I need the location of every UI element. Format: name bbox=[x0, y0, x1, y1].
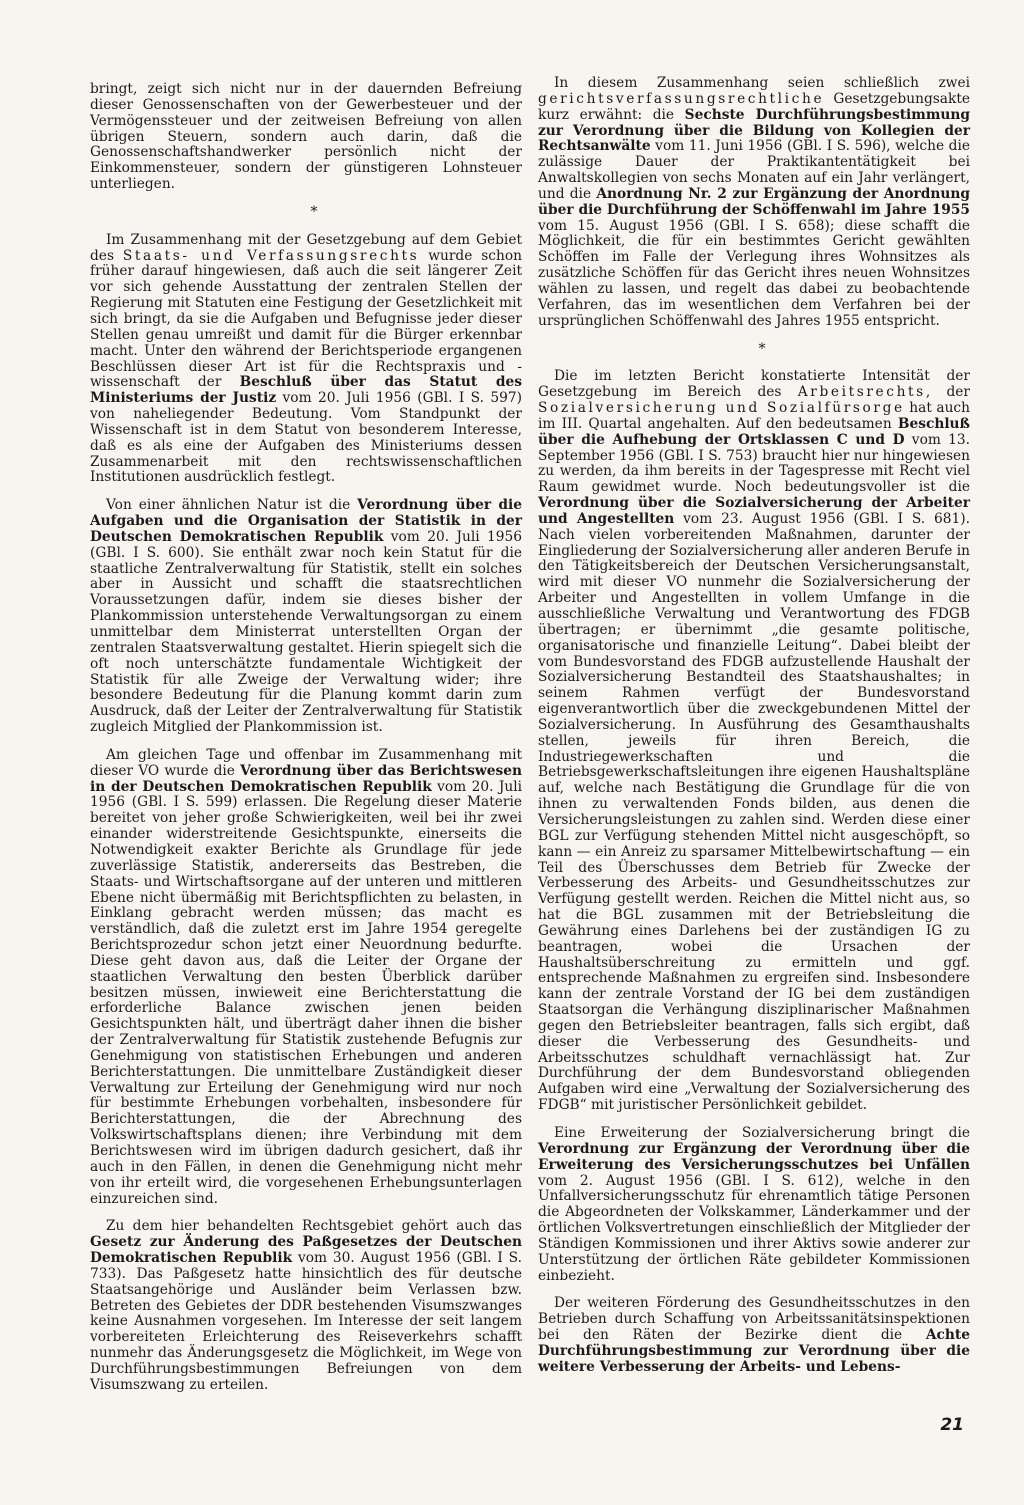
paragraph-text: vom 15. August 1956 (GBl. I S. 658); diese schafft die Möglichkeit, die für ein bestimmtes Gericht gewählten Schöffen im Falle der Verlegung ihres Wohnsitzes als zusätzliche Schöffen für das Gericht ihres neuen Wohnsitzes wählen zu lassen, und regelt das dabei zu beobachtende Verfahren, das im wesentlichen dem Verfahren bei der ursprünglichen Schöffenwahl des Jahres 1955 entspricht. bbox=[538, 217, 970, 329]
legal-act-title: Verordnung über das Berichtswesen in der Deutschen Demokratischen Republik bbox=[90, 762, 522, 795]
left-column bbox=[90, 82, 522, 1406]
paragraph-text: Eine Erweiterung der Sozialversicherung bringt die bbox=[554, 1125, 970, 1141]
paragraph-text: hat auch im III. Quartal angehalten. Auf den bedeutsamen bbox=[538, 400, 970, 432]
legal-act-title: Sechste Durchführungsbestimmung zur Verordnung über die Bildung von Kollegien der Rechtsanwälte bbox=[538, 106, 970, 155]
right-column bbox=[538, 76, 970, 1388]
paragraph-text: bringt, zeigt sich nicht nur in der dauernden Befreiung dieser Genossenschaften von der Gewerbesteuer und der Vermögenssteuer und der zeitweisen Befreiung von allen übrigen Steuern, sondern auch darin, daß die Genossenschaftshandwerker persönlich nicht der Einkommensteuer, sondern der günstigeren Lohnsteuer unterliegen. bbox=[90, 81, 522, 193]
paragraph bbox=[90, 1219, 522, 1393]
legal-act-title: Gesetz zur Änderung des Paßgesetzes der Deutschen Demokratischen Republik bbox=[90, 1234, 522, 1267]
paragraph-text: Die im letzten Bericht konstatierte Intensität der Gesetzgebung im Bereich des bbox=[538, 368, 970, 401]
paragraph-text: Der weiteren Förderung des Gesundheitsschutzes in den Betrieben durch Schaffung von Arbeitssanitätsinspektionen bei den Räten der Bezirke dient die bbox=[538, 1295, 970, 1344]
paragraph-text: vom 11. Juni 1956 (GBl. I S. 596), welche die zulässige Dauer der Praktikantentätigkeit bei Anwaltskollegien von sechs Monaten auf ein Jahr verlängert, und die bbox=[538, 138, 970, 202]
legal-act-title: Verordnung über die Aufgaben und die Organisation der Statistik in der Deutschen Demokratischen Republik bbox=[90, 497, 522, 545]
spaced-term: Staats- und Verfassungsrechts bbox=[122, 247, 420, 264]
paragraph-text: vom 30. August 1956 (GBl. I S. 733). Das Paßgesetz hatte hinsichtlich des für deutsche Staatsangehörige und Ausländer beim Verlassen bzw. Betreten des Gebietes der DDR bestehenden Visumszwanges keine Ausnahmen vorgesehen. Im Interesse der seit langem vorbereiteten Erleichterung des Reiseverkehrs schafft nunmehr das Änderungsgesetz die Möglichkeit, im Wege von Durchführungsbestimmungen Befreiungen von dem Visumszwang zu erteilen. bbox=[90, 1250, 522, 1393]
paragraph-text: Am gleichen Tage und offenbar im Zusammenhang mit dieser VO wurde die bbox=[90, 746, 522, 779]
paragraph-text: vom 13. September 1956 (GBl. I S. 753) braucht hier nur hingewiesen zu werden, da ihm bereits in der Tagespresse mit Recht viel Raum gewidmet wurde. Noch bedeutungsvoller ist die bbox=[538, 431, 970, 496]
legal-act-title: Anordnung Nr. 2 zur Ergänzung der Anordnung über die Durchführung der Schöffenwahl im Jahre 1955 bbox=[538, 185, 971, 218]
paragraph-text: vom 2. August 1956 (GBl. I S. 612), welche in den Unfallversicherungsschutz für ehrenamtlich tätige Personen die Abgeordneten der Volkskammer, Länderkammer und der örtlichen Volksvertretungen einschließlich der Mitglieder der Ständigen Kommissionen und ihrer Aktivs sowie anderer zur Unterstützung der örtlichen Räte gebildeter Kommissionen einbezieht. bbox=[538, 1172, 970, 1284]
paragraph-text: In diesem Zusammenhang seien schließlich zwei bbox=[554, 75, 970, 91]
paragraph bbox=[538, 1126, 970, 1284]
paragraph-text: vom 23. August 1956 (GBl. I S. 681). Nach vielen vorbereitenden Maßnahmen, darunter der Eingliederung der Sozialversicherung aller anderen Berufe in den Tätigkeitsbereich der Deutschen Versicherungsanstalt, wird mit dieser VO nunmehr die Sozialversicherung der Arbeiter und Angestellten in vollem Umfange in die ausschließliche Verwaltung und Verantwortung des FDGB übertragen; er übernimmt „die gesamte politische, organisatorische und finanzielle Leitung“. Dabei bleibt der vom Bundesvorstand des FDGB aufzustellende Haushalt der Sozialversicherung Bestandteil des Staatshaushaltes; in seinem Rahmen verfügt der Bundesvorstand eigenverantwortlich über die zweckgebundenen Mittel der Sozialversicherung. In Ausführung des Gesamthaushalts stellen, jeweils für ihren Bereich, die Industriegewerkschaften und die Betriebsgewerkschaftsleitungen ihre eigenen Haushaltspläne auf, welche nach Bestätigung die Grundlage für die von ihnen zu verwaltenden Fonds bilden, aus denen die Versicherungsleistungen zu zahlen sind. Werden diese einer BGL zur Verfügung stehenden Mittel nicht ausgeschöpft, so kann — ein Anreiz zu sparsamer Mittelbewirtschaftung — ein Teil des Überschusses dem Betrieb für Zwecke der Verbesserung des Arbeits- und Gesundheitsschutzes zur Verfügung gestellt werden. Reichen die Mittel nicht aus, so hat die BGL zusammen mit der Betriebsleitung die Gewährung eines Darlehens bei der zuständigen IG zu beantragen, wobei die Ursachen der Haushaltsüberschreitung zu ermitteln und ggf. entsprechende Maßnahmen zu ergreifen sind. Insbesondere kann der zentrale Vorstand der IG bei dem zuständigen Staatsorgan die Verhängung disziplinarischer Maßnahmen gegen den Betriebsleiter beantragen, falls sich ergibt, daß dieser die Verbesserung des Gesundheits- und Arbeitsschutzes schuldhaft vernachlässigt hat. Zur Durchführung der dem Bundesvorstand obliegenden Aufgaben wird eine „Verwaltung der Sozialversicherung des FDGB“ mit juristischer Persönlichkeit gebildet. bbox=[538, 510, 970, 1114]
legal-act-title: Verordnung über die Sozialversicherung der Arbeiter und Angestellten bbox=[538, 495, 970, 527]
legal-act-title: Achte Durchführungsbestimmung zur Verordnung über die weitere Verbesserung der Arbeits- und Lebens- bbox=[538, 1327, 970, 1375]
legal-act-title: Verordnung zur Ergänzung der Verordnung über die Erweiterung des Versicherungsschutzes bei Unfällen bbox=[538, 1140, 970, 1173]
section-separator: * bbox=[758, 340, 766, 357]
paragraph-text: Von einer ähnlichen Natur ist die bbox=[106, 497, 358, 514]
paragraph bbox=[90, 233, 522, 487]
paragraph-text: vom 20. Juli 1956 (GBl. I S. 599) erlassen. Die Regelung dieser Materie bereitet von jeher große Schwierigkeiten, weil bei ihr zwei einander widerstreitende Gesichtspunkte, einerseits die Notwendigkeit exakter Berichte als Grundlage für jede zuverlässige Statistik, andererseits das Bestreben, die Staats- und Wirtschaftsorgane auf der unteren und mittleren Ebene nicht übermäßig mit Berichtspflichten zu belasten, in Einklang gebracht werden müssen; das macht es verständlich, daß die zuletzt erst im Jahre 1954 geregelte Berichtsprozedur schon jetzt einer Neuordnung bedurfte. Diese geht davon aus, daß die Leiter der Organe der staatlichen Verwaltung den besten Überblick darüber besitzen müssen, inwieweit eine Berichterstattung die erforderliche Balance zwischen jenen beiden Gesichtspunkten hält, und überträgt daher ihnen die bisher der Zentralverwaltung für Statistik zustehende Befugnis zur Genehmigung von statistischen Erhebungen und anderen Berichterstattungen. Die unmittelbare Zuständigkeit dieser Verwaltung zur Erteilung der Genehmigung wird nur noch für bestimmte Erhebungen vorbehalten, insbesondere für Berichterstattungen, die der Abrechnung des Volkswirtschaftsplans dienen; ihre Verbindung mit dem Berichtswesen wird im übrigen dadurch gesichert, daß ihr auch in den Fällen, in denen die Genehmigung nicht mehr von ihr erteilt wird, die vorgesehenen Erhebungsunterlagen einzureichen sind. bbox=[90, 778, 522, 1207]
paragraph bbox=[538, 76, 970, 330]
section-separator: * bbox=[310, 203, 318, 220]
paragraph bbox=[538, 369, 970, 1114]
spaced-term: gerichtsverfassungsrechtliche bbox=[538, 90, 825, 107]
spaced-term: Sozialversicherung und Sozialfürsorge bbox=[538, 400, 905, 417]
spaced-term: Arbeitsrechts bbox=[797, 384, 926, 401]
paragraph bbox=[90, 82, 522, 193]
paragraph-text: Gesetzgebungsakte kurz erwähnt: die bbox=[538, 90, 970, 123]
paragraph-text: Im Zusammenhang mit der Gesetzgebung auf dem Gebiet des bbox=[90, 231, 522, 264]
paragraph bbox=[90, 748, 522, 1207]
paragraph-text: Zu dem hier behandelten Rechtsgebiet gehört auch das bbox=[106, 1218, 522, 1235]
paragraph-text: vom 20. Juli 1956 (GBl. I S. 597) von naheliegender Bedeutung. Vom Standpunkt der Wissenschaft ist in dem Statut von besonderem Interesse, daß es als eine der Aufgaben des Ministeriums dessen Zusammenarbeit mit den rechtswissenschaftlichen Institutionen ausdrücklich festlegt. bbox=[90, 390, 522, 486]
paragraph-text: wurde schon früher darauf hingewiesen, daß auch die seit längerer Zeit vor sich gehende Ausstattung der zentralen Stellen der Regierung mit Statuten eine Festigung der Gesetzlichkeit mit sich bringt, da sie die Aufgaben und Befugnisse jeder dieser Stellen genau umreißt und damit für die Bürger erkennbar macht. Unter den während der Berichtsperiode ergangenen Beschlüssen dieser Art ist für die Rechtspraxis und -wissenschaft der bbox=[90, 247, 522, 391]
paragraph bbox=[90, 498, 522, 736]
paragraph bbox=[538, 1296, 970, 1375]
legal-act-title: Beschluß über das Statut des Ministeriums der Justiz bbox=[90, 374, 522, 407]
paragraph-text: vom 20. Juli 1956 (GBl. I S. 600). Sie enthält zwar noch kein Statut für die staatliche Zentralverwaltung für Statistik, stellt ein solches aber in Aussicht und schafft die staatsrechtlichen Voraussetzungen dafür, indem sie dieses bisher der Plankommission unterstehende Verwaltungsorgan zu einem unmittelbar dem Ministerrat unterstellten Organ der zentralen Staatsverwaltung gestaltet. Hierin spiegelt sich die oft noch unterschätzte fundamentale Wichtigkeit der Statistik für alle Zweige der Verwaltung wider; ihre besondere Bedeutung für die Planung kommt darin zum Ausdruck, daß der Leiter der Zentralverwaltung für Statistik zugleich Mitglied der Plankommission ist. bbox=[90, 528, 523, 736]
paragraph-text: , der bbox=[925, 384, 970, 401]
page-number: 21 bbox=[940, 1415, 964, 1435]
legal-act-title: Beschluß über die Aufhebung der Ortsklassen C und D bbox=[538, 415, 970, 448]
